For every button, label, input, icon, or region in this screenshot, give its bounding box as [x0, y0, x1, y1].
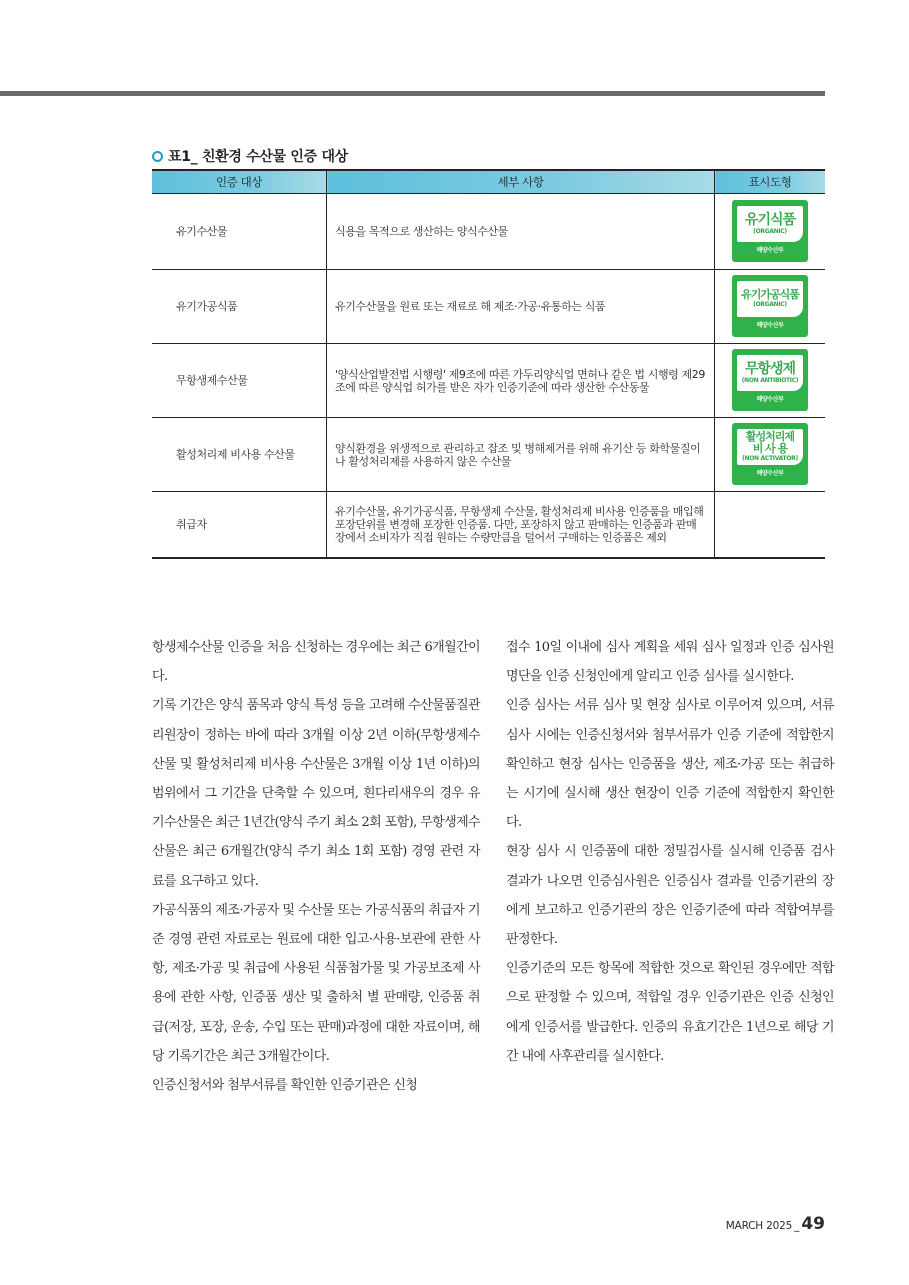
- row-mark-empty: [715, 492, 826, 558]
- header-target: 인증 대상: [152, 170, 327, 194]
- table-row: [152, 270, 825, 344]
- row-mark: [715, 194, 826, 270]
- table-row: [152, 418, 825, 492]
- body-column-right: [506, 633, 834, 1071]
- page-number: 49: [801, 1214, 825, 1234]
- row-detail: 양식환경을 위생적으로 관리하고 잡조 및 병해제거를 위해 유기산 등 화학물질이나 활성처리제를 사용하지 않은 수산물: [327, 418, 715, 492]
- paragraph: 인증신청서와 첨부서류를 확인한 인증기관은 신청: [152, 1078, 418, 1094]
- table-title: [152, 146, 348, 166]
- organic-processed-food-logo-icon: 유기가공식품 (ORGANIC) 해양수산부: [732, 275, 808, 337]
- paragraph: 기록 기간은 양식 품목과 양식 특성 등을 고려해 수산물품질관리원장이 정하는 바에 따라 3개월 이상 2년 이하(무항생제수산물 및 활성처리제 비사용 수산물은 3개월 이상 1년 이하)의 범위에서 그 기간을 단축할 수 있으며, 흰다리새우의 경우 유기수산물은 최근 1년간(양식 주기 최소 2회 포함), 무항생제수산물은 최근 6개월간(양식 주기 최소 1회 포함) 경영 관련 자료를 요구하고 있다.: [152, 698, 480, 889]
- page-footer: [726, 1214, 825, 1234]
- row-target: 활성처리제 비사용 수산물: [152, 418, 327, 492]
- row-detail: 유기수산물, 유기가공식품, 무항생제 수산물, 활성처리제 비사용 인증품을 매입해 포장단위를 변경해 포장한 인증품. 다만, 포장하지 않고 판매하는 인증품과 판매장에서 소비자가 직접 원하는 수량만큼을 덜어서 구매하는 인증품은 제외: [327, 492, 715, 558]
- header-detail: 세부 사항: [327, 170, 715, 194]
- antibiotic-free-logo-icon: 무항생제 (NON ANTIBIOTIC) 해양수산부: [732, 349, 808, 411]
- certification-table: [152, 169, 825, 559]
- row-detail: '양식산업발전법 시행령' 제9조에 따른 가두리양식업 면허나 같은 법 시행령 제29조에 따른 양식업 허가를 받은 자가 인증기준에 따라 생산한 수산동물: [327, 344, 715, 418]
- row-target: 유기수산물: [152, 194, 327, 270]
- paragraph: 인증기준의 모든 항목에 적합한 것으로 확인된 경우에만 적합으로 판정할 수 있으며, 적합일 경우 인증기관은 인증 신청인에게 인증서를 발급한다. 인증의 유효기간은 1년으로 해당 기간 내에 사후관리를 실시한다.: [506, 961, 834, 1064]
- table-row: [152, 344, 825, 418]
- non-activator-logo-icon: 활성처리제 비 사 용 (NON ACTIVATOR) 해양수산부: [732, 423, 808, 485]
- table-title-text: 표1_ 친환경 수산물 인증 대상: [168, 149, 348, 165]
- paragraph: 접수 10일 이내에 심사 계획을 세워 심사 일정과 인증 심사원 명단을 인증 신청인에게 알리고 인증 심사를 실시한다.: [506, 640, 834, 685]
- row-target: 취급자: [152, 492, 327, 558]
- paragraph: 가공식품의 제조·가공자 및 수산물 또는 가공식품의 취급자 기준 경영 관련 자료로는 원료에 대한 입고·사용·보관에 관한 사항, 제조·가공 및 취급에 사용된 식품첨가물 및 가공보조제 사용에 관한 사항, 인증품 생산 및 출하처 별 판매량, 인증품 취급(저장, 포장, 운송, 수입 또는 판매)과정에 대한 자료이며, 해당 기록기간은 최근 3개월간이다.: [152, 902, 480, 1064]
- row-detail: 유기수산물을 원료 또는 재료로 해 제조·가공·유통하는 식품: [327, 270, 715, 344]
- row-detail: 식용을 목적으로 생산하는 양식수산물: [327, 194, 715, 270]
- paragraph: 항생제수산물 인증을 처음 신청하는 경우에는 최근 6개월간이다.: [152, 640, 480, 685]
- paragraph: 인증 심사는 서류 심사 및 현장 심사로 이루어져 있으며, 서류 심사 시에는 인증신청서와 첨부서류가 인증 기준에 적합한지 확인하고 현장 심사는 인증품을 생산, 제조·가공 또는 취급하는 시기에 실시해 생산 현장이 인증 기준에 적합한지 확인한다.: [506, 698, 834, 831]
- organic-food-logo-icon: 유기식품 (ORGANIC) 해양수산부: [732, 200, 808, 262]
- row-target: 유기가공식품: [152, 270, 327, 344]
- footer-separator: _: [794, 1220, 800, 1232]
- issue-date: MARCH 2025: [725, 1220, 793, 1232]
- circle-bullet-icon: [152, 151, 163, 162]
- row-target: 무항생제수산물: [152, 344, 327, 418]
- row-mark: [715, 418, 826, 492]
- paragraph: 현장 심사 시 인증품에 대한 정밀검사를 실시해 인증품 검사 결과가 나오면 인증심사원은 인증심사 결과를 인증기관의 장에게 보고하고 인증기관의 장은 인증기준에 따라 적합여부를 판정한다.: [506, 844, 834, 948]
- table-header-row: [152, 170, 825, 194]
- header-rule: [0, 91, 825, 96]
- table-row: [152, 194, 825, 270]
- header-mark: 표시도형: [715, 170, 826, 194]
- body-column-left: [152, 633, 480, 1100]
- table-row: [152, 492, 825, 558]
- row-mark: [715, 270, 826, 344]
- row-mark: [715, 344, 826, 418]
